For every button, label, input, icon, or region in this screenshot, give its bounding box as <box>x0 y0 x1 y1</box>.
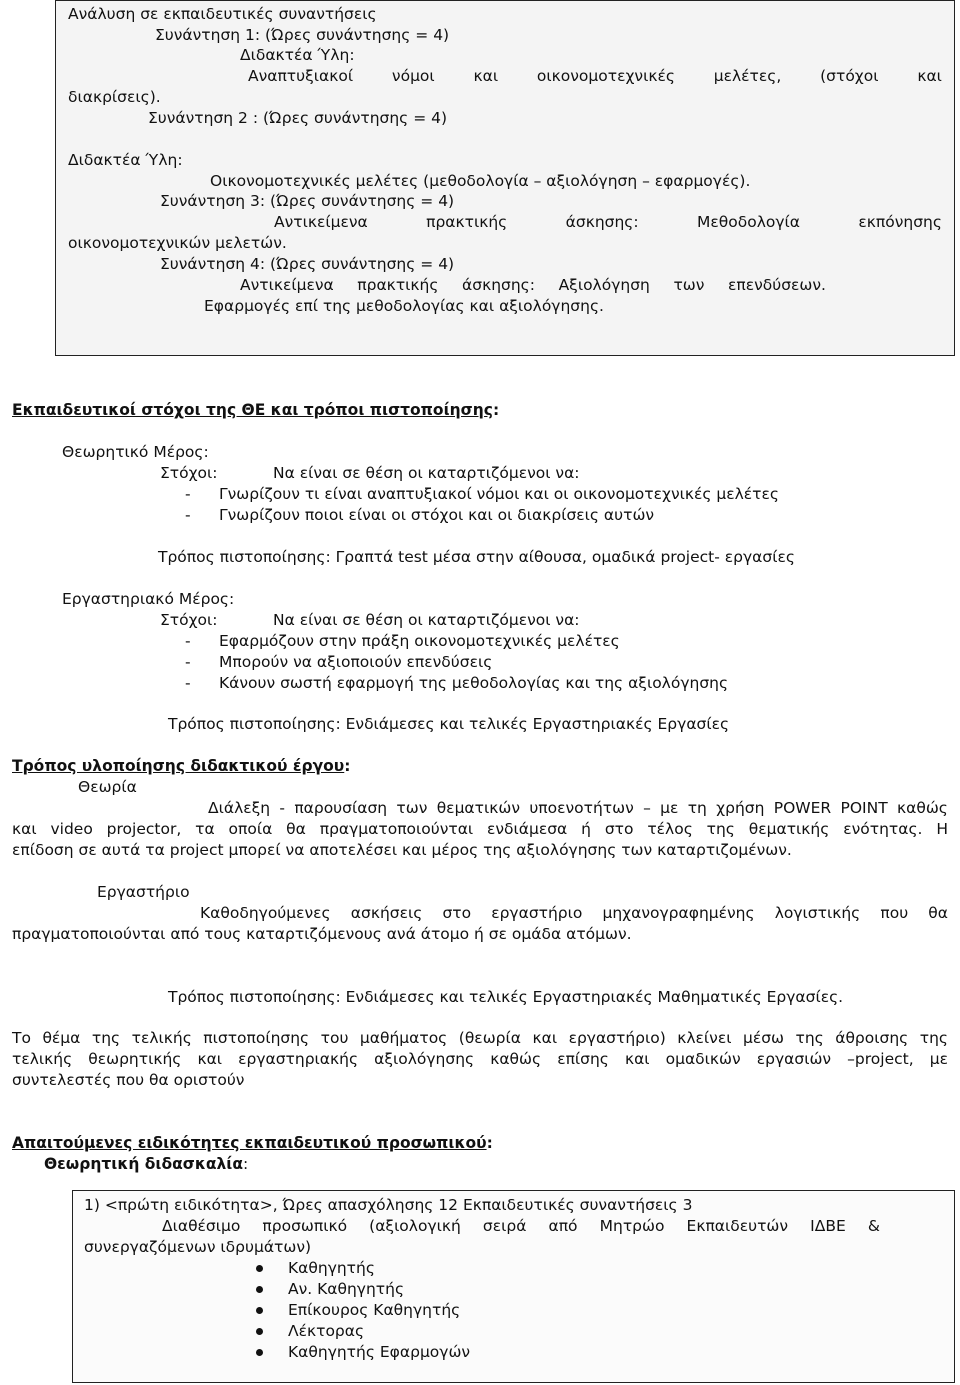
word: projector, <box>106 820 182 838</box>
implementation-lab-label: Εργαστήριο <box>97 883 190 901</box>
bullet-icon <box>256 1328 263 1335</box>
theory-item-dash: - <box>185 506 191 524</box>
word: και <box>12 820 37 838</box>
meeting-2-material: Οικονομοτεχνικές μελέτες (μεθοδολογία – αξιολόγηση – εφαρμογές). <box>210 172 751 190</box>
bullet-icon <box>256 1307 263 1314</box>
word: & <box>867 1217 880 1235</box>
word: ομαδικών <box>665 1050 741 1068</box>
meeting-2-material-label: Διδακτέα Ύλη: <box>68 151 183 169</box>
word: Διαθέσιμο <box>162 1217 241 1235</box>
objectives-heading <box>12 400 499 421</box>
word: πρακτικής <box>357 276 439 294</box>
word: εργαστήριο) <box>568 1029 666 1047</box>
word: Εκπαιδευτών <box>686 1217 789 1235</box>
implementation-heading-text: Τρόπος υλοποίησης διδακτικού έργου <box>12 757 345 775</box>
word: Διάλεξη <box>208 799 271 817</box>
theory-teaching-text: Θεωρητική διδασκαλία <box>44 1155 243 1173</box>
word: ενδιάμεσα <box>487 820 568 838</box>
word: προσωπικό <box>262 1217 348 1235</box>
word: Αντικείμενα <box>274 213 368 231</box>
lab-goals-intro: Να είναι σε θέση οι καταρτιζόμενοι να: <box>273 611 580 629</box>
final-certification-line-3: συντελεστές που θα οριστούν <box>12 1071 245 1089</box>
meeting-3-cont: οικονομοτεχνικών μελετών. <box>68 234 287 252</box>
theory-item-dash: - <box>185 485 191 503</box>
word: των <box>396 799 428 817</box>
word: Μεθοδολογία <box>697 213 800 231</box>
staff-box-line-2 <box>162 1216 880 1237</box>
word: εργασιών <box>756 1050 832 1068</box>
staff-box-line-3: συνεργαζόμενων ιδρυμάτων) <box>84 1238 312 1256</box>
word: της <box>795 1029 824 1047</box>
word: Καθοδηγούμενες <box>200 904 331 922</box>
word: επίσης <box>557 1050 609 1068</box>
word: τα <box>195 820 215 838</box>
word: της <box>919 1029 948 1047</box>
theory-teaching-colon: : <box>243 1155 249 1173</box>
word: τελικής <box>12 1050 73 1068</box>
rank-item: Καθηγητής Εφαρμογών <box>288 1343 471 1361</box>
word: εργαστήριο <box>491 904 583 922</box>
word: επενδύσεων. <box>728 276 826 294</box>
word: και <box>917 67 942 85</box>
meeting-1-material-cont: διακρίσεις). <box>68 88 161 106</box>
word: στο <box>442 904 472 922</box>
lab-item-dash: - <box>185 632 191 650</box>
word: πιστοποίησης <box>203 1029 310 1047</box>
meeting-4-cont: Εφαρμογές επί της μεθοδολογίας και αξιολόγησης. <box>204 297 604 315</box>
word: ΙΔΒΕ <box>810 1217 846 1235</box>
meeting-1-material-label: Διδακτέα Ύλη: <box>240 46 355 64</box>
word: –project, <box>847 1050 914 1068</box>
meeting-4-heading: Συνάντηση 4: (Ώρες συνάντησης = 4) <box>160 255 455 273</box>
word: πρακτικής <box>426 213 508 231</box>
theory-teaching-label <box>44 1154 248 1175</box>
word: της <box>706 820 735 838</box>
word: νόμοι <box>391 67 435 85</box>
word: Αναπτυξιακοί <box>248 67 354 85</box>
word: ενότητας. <box>843 820 923 838</box>
word: (στόχοι <box>820 67 879 85</box>
word: οποία <box>228 820 273 838</box>
word: ή <box>581 820 591 838</box>
staff-heading-colon: : <box>486 1134 493 1152</box>
word: κλείνει <box>677 1029 732 1047</box>
word: και <box>197 1050 223 1068</box>
theory-goals-label: Στόχοι: <box>160 464 218 482</box>
word: άθροισης <box>835 1029 909 1047</box>
word: εκπόνησης <box>858 213 942 231</box>
word: Αξιολόγηση <box>558 276 650 294</box>
word: Αντικείμενα <box>240 276 334 294</box>
word: - <box>279 799 285 817</box>
bullet-icon <box>256 1286 263 1293</box>
word: καθώς <box>896 799 948 817</box>
word: και <box>473 67 499 85</box>
word: των <box>673 276 705 294</box>
rank-item: Καθηγητής <box>288 1259 375 1277</box>
word: θεωρητικής <box>88 1050 182 1068</box>
word: λογιστικής <box>774 904 861 922</box>
meeting-2-heading: Συνάντηση 2 : (Ώρες συνάντησης = 4) <box>148 109 448 127</box>
final-certification-line-1 <box>12 1028 948 1049</box>
word: πραγματοποιούνται <box>319 820 474 838</box>
word: που <box>880 904 909 922</box>
theory-item: Γνωρίζουν ποιοι είναι οι στόχοι και οι διακρίσεις αυτών <box>219 506 655 524</box>
word: θέμα <box>42 1029 81 1047</box>
word: μηχανογραφημένης <box>602 904 755 922</box>
word: αξιολόγησης <box>374 1050 475 1068</box>
word: παρουσίαση <box>294 799 388 817</box>
word: (θεωρία <box>458 1029 521 1047</box>
lab-item-dash: - <box>185 653 191 671</box>
word: Το <box>12 1029 31 1047</box>
staff-box-line-1: 1) <πρώτη ειδικότητα>, Ώρες απασχόλησης 12 Εκπαιδευτικές συναντήσεις 3 <box>84 1196 693 1214</box>
word: οικονομοτεχνικές <box>536 67 675 85</box>
meeting-1-material-line <box>248 66 942 87</box>
word: χρήση <box>716 799 765 817</box>
implementation-lab-certification: Τρόπος πιστοποίησης: Ενδιάμεσες και τελικές Εργαστηριακές Μαθηματικές Εργασίες. <box>168 988 844 1006</box>
word: video <box>50 820 93 838</box>
implementation-theory-line-3: επίδοση σε αυτά τα project μπορεί να αποτελέσει και μέρος της αξιολόγησης των καταρτιζομένων. <box>12 841 792 859</box>
word: του <box>320 1029 349 1047</box>
word: Μητρώο <box>599 1217 665 1235</box>
meeting-4-line <box>240 275 826 296</box>
word: θα <box>928 904 948 922</box>
word: θεματικής <box>748 820 830 838</box>
word: θα <box>286 820 306 838</box>
objectives-heading-colon: : <box>492 401 500 419</box>
word: ασκήσεις <box>350 904 423 922</box>
meetings-title: Ανάλυση σε εκπαιδευτικές συναντήσεις <box>68 5 377 23</box>
rank-item: Λέκτορας <box>288 1322 365 1340</box>
word: με <box>660 799 679 817</box>
objectives-heading-text: Εκπαιδευτικοί στόχοι της ΘΕ και τρόποι πιστοποίησης <box>12 401 493 419</box>
lab-item: Εφαρμόζουν στην πράξη οικονομοτεχνικές μελέτες <box>219 632 620 650</box>
staff-heading <box>12 1133 493 1154</box>
rank-item: Αν. Καθηγητής <box>288 1280 405 1298</box>
implementation-lab-line-2: πραγματοποιούνται από τους καταρτιζόμενους ανά άτομο ή σε ομάδα ατόμων. <box>12 925 632 943</box>
implementation-theory-line-1 <box>208 798 948 819</box>
staff-heading-text: Απαιτούμενες ειδικότητες εκπαιδευτικού προσωπικού <box>12 1134 487 1152</box>
word: άσκησης: <box>462 276 535 294</box>
word: καθώς <box>490 1050 542 1068</box>
theory-certification: Τρόπος πιστοποίησης: Γραπτά test μέσα στην αίθουσα, ομαδικά project- εργασίες <box>158 548 795 566</box>
meeting-3-line <box>274 212 942 233</box>
word: τέλος <box>647 820 693 838</box>
word: μελέτες, <box>713 67 782 85</box>
lab-part-label: Εργαστηριακό Μέρος: <box>62 590 235 608</box>
word: υποενοτήτων <box>529 799 634 817</box>
word: POWER <box>773 799 832 817</box>
word: (αξιολογική <box>369 1217 461 1235</box>
word: εργαστηριακής <box>238 1050 359 1068</box>
theory-part-label: Θεωρητικό Μέρος: <box>62 443 209 461</box>
implementation-lab-line-1 <box>200 903 948 924</box>
implementation-heading-colon: : <box>344 757 351 775</box>
word: POINT <box>840 799 888 817</box>
word: Η <box>936 820 948 838</box>
bullet-icon <box>256 1265 263 1272</box>
word: και <box>532 1029 558 1047</box>
lab-item: Μπορούν να αξιοποιούν επενδύσεις <box>219 653 493 671</box>
word: τη <box>687 799 707 817</box>
bullet-icon <box>256 1349 263 1356</box>
lab-item-dash: - <box>185 674 191 692</box>
theory-goals-intro: Να είναι σε θέση οι καταρτιζόμενοι να: <box>273 464 580 482</box>
word: θεματικών <box>436 799 520 817</box>
implementation-theory-line-2 <box>12 819 948 840</box>
word: μαθήματος <box>359 1029 448 1047</box>
word: άσκησης: <box>565 213 639 231</box>
word: της <box>91 1029 121 1047</box>
word: από <box>548 1217 578 1235</box>
implementation-heading <box>12 756 350 777</box>
word: σειρά <box>482 1217 527 1235</box>
implementation-theory-label: Θεωρία <box>78 778 137 796</box>
lab-goals-label: Στόχοι: <box>160 611 218 629</box>
meeting-1-heading: Συνάντηση 1: (Ώρες συνάντησης = 4) <box>155 26 450 44</box>
rank-item: Επίκουρος Καθηγητής <box>288 1301 461 1319</box>
word: και <box>624 1050 650 1068</box>
meeting-3-heading: Συνάντηση 3: (Ώρες συνάντησης = 4) <box>160 192 455 210</box>
final-certification-line-2 <box>12 1049 948 1070</box>
theory-item: Γνωρίζουν τι είναι αναπτυξιακοί νόμοι και οι οικονομοτεχνικές μελέτες <box>219 485 779 503</box>
word: τελικής <box>131 1029 192 1047</box>
word: στο <box>604 820 634 838</box>
lab-item: Κάνουν σωστή εφαρμογή της μεθοδολογίας και της αξιολόγησης <box>219 674 729 692</box>
word: – <box>643 799 651 817</box>
word: με <box>929 1050 948 1068</box>
lab-certification: Τρόπος πιστοποίησης: Ενδιάμεσες και τελικές Εργαστηριακές Εργασίες <box>168 715 730 733</box>
word: μέσω <box>742 1029 784 1047</box>
